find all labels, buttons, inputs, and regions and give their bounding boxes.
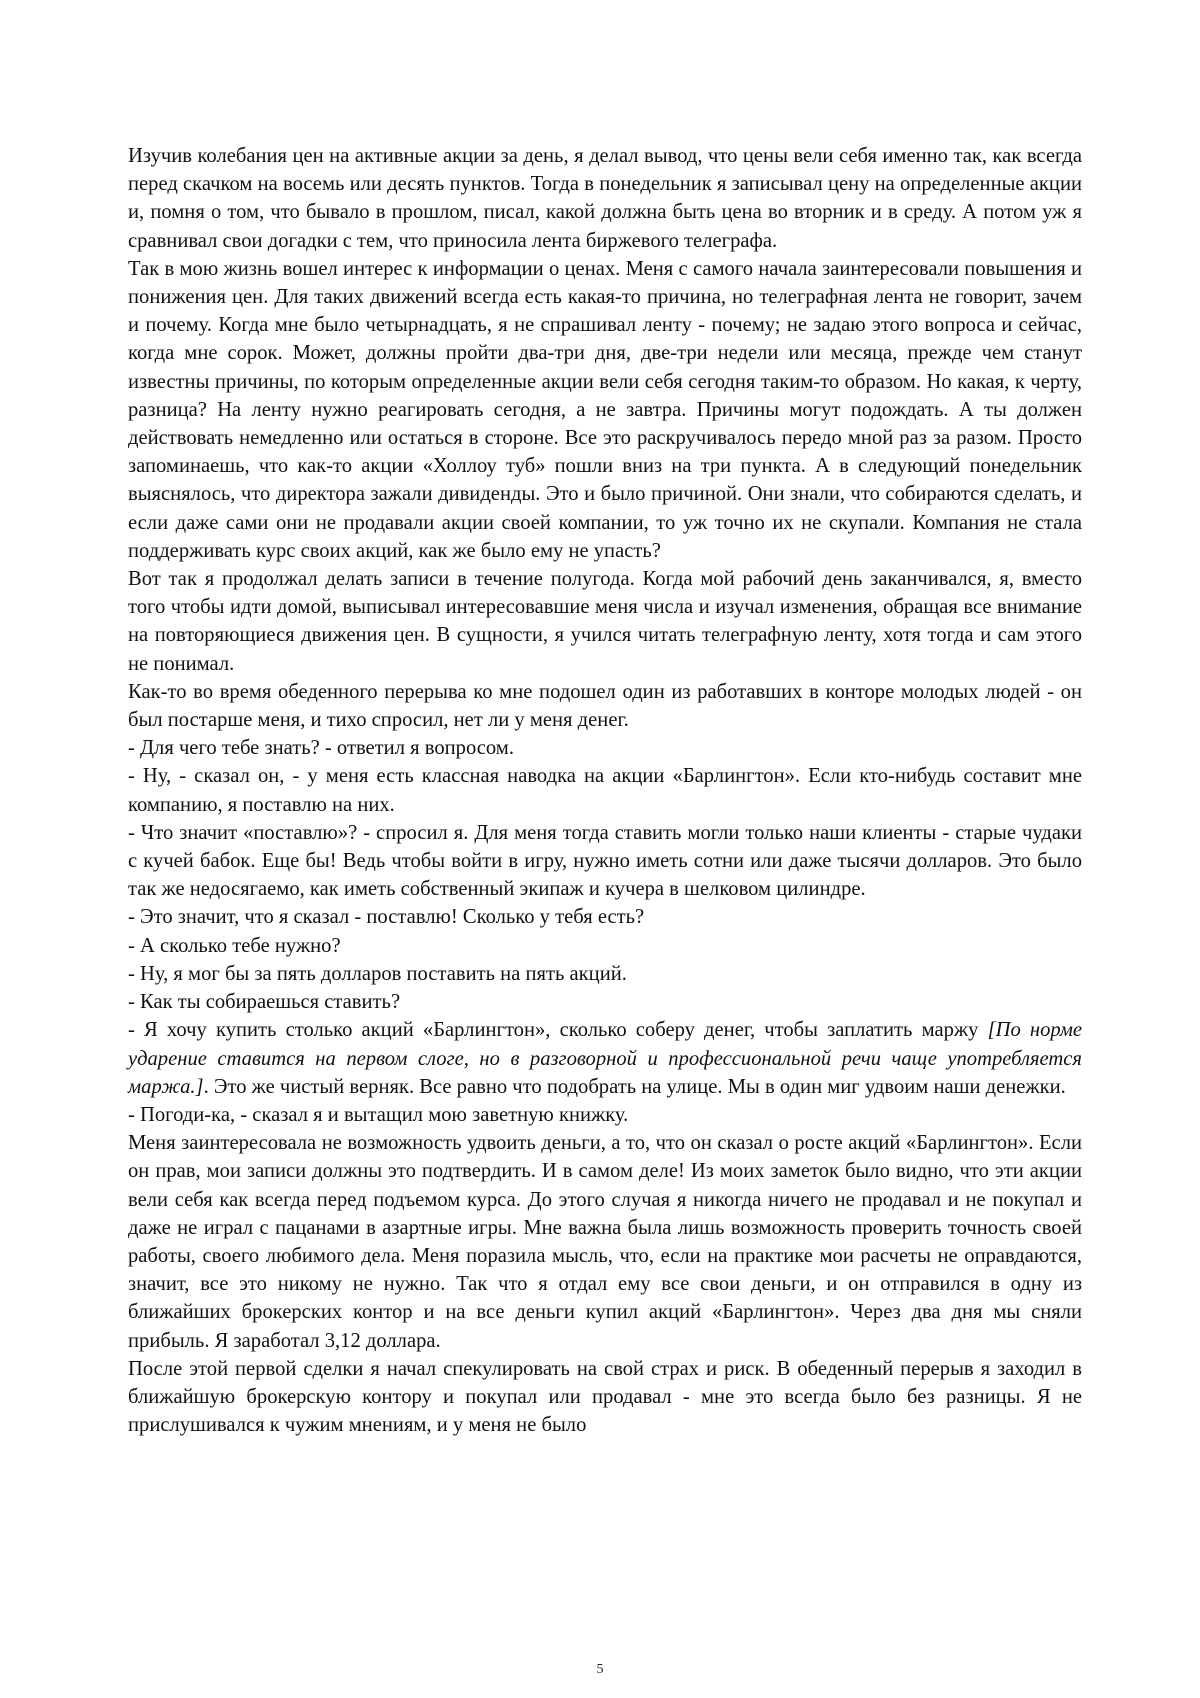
dialogue-line: - Это значит, что я сказал - поставлю! Сколько у тебя есть? <box>128 906 645 929</box>
dialogue-text: . Это же чистый верняк. Все равно что подобрать на улице. Мы в один миг удвоим наши денежки. <box>203 1075 1066 1098</box>
dialogue-line: - Как ты собираешься ставить? <box>128 991 401 1014</box>
paragraph: После этой первой сделки я начал спекулировать на свой страх и риск. В обеденный перерыв я заходил в ближайшую брокерскую контору и покупал или продавал - мне это всегда было без разницы. Я не прислушивался к чужим мнениям, и у меня не было <box>128 1357 1082 1437</box>
editor-note: [По норме ударение ставится на первом слоге, но в разговорной и профессиональной речи чаще употребляется маржа.] <box>128 1019 1082 1098</box>
paragraph: Как-то во время обеденного перерыва ко мне подошел один из работавших в конторе молодых людей - он был постарше меня, и тихо спросил, нет ли у меня денег. <box>128 680 1082 732</box>
dialogue-line: - Для чего тебе знать? - ответил я вопросом. <box>128 737 514 760</box>
dialogue-line: - Погоди-ка, - сказал я и вытащил мою заветную книжку. <box>128 1103 629 1126</box>
paragraph: Так в мою жизнь вошел интерес к информации о ценах. Меня с самого начала заинтересовали повышения и понижения цен. Для таких движений всегда есть какая-то причина, но телеграфная лента не говорит, зачем и почему. Когда мне было четырнадцать, я не спрашивал ленту - почему; не задаю этого вопроса и сейчас, когда мне сорок. Может, должны пройти два-три дня, две-три недели или месяца, прежде чем станут известны причины, по которым определенные акции вели себя сегодня таким-то образом. Но какая, к черту, разница? На ленту нужно реагировать сегодня, а не завтра. Причины могут подождать. А ты должен действовать немедленно или остаться в стороне. Все это раскручивалось передо мной раз за разом. Просто запоминаешь, что как-то акции «Холлоу туб» пошли вниз на три пункта. А в следующий понедельник выяснялось, что директора зажали дивиденды. Это и было причиной. Они знали, что собираются сделать, и если даже сами они не продавали акции своей компании, то уж точно их не скупали. Компания не стала поддерживать курс своих акций, как же было ему не упасть? <box>128 257 1082 562</box>
paragraph: Изучив колебания цен на активные акции за день, я делал вывод, что цены вели себя именно так, как всегда перед скачком на восемь или десять пунктов. Тогда в понедельник я записывал цену на определенные акции и, помня о том, что бывало в прошлом, писал, какой должна быть цена во вторник и в среду. А потом уж я сравнивал свои догадки с тем, что приносила лента биржевого телеграфа. <box>128 145 1082 252</box>
paragraph: Меня заинтересовала не возможность удвоить деньги, а то, что он сказал о росте акций «Барлингтон». Если он прав, мои записи должны это подтвердить. И в самом деле! Из моих заметок было видно, что эти акции вели себя как всегда перед подъемом курса. До этого случая я никогда ничего не продавал и не покупал и даже не играл с пацанами в азартные игры. Мне важна была лишь возможность проверить точность своей работы, своего любимого дела. Меня поразила мысль, что, если на практике мои расчеты не оправдаются, значит, все это никому не нужно. Так что я отдал ему все свои деньги, и он отправился в одну из ближайших брокерских контор и на все деньги купил акций «Барлингтон». Через два дня мы сняли прибыль. Я заработал 3,12 доллара. <box>128 1132 1082 1352</box>
dialogue-text: - Я хочу купить столько акций «Барлингтон», сколько соберу денег, чтобы заплатить маржу <box>128 1019 988 1042</box>
dialogue-line-with-note <box>128 1016 1082 1101</box>
paragraph: Вот так я продолжал делать записи в течение полугода. Когда мой рабочий день заканчивался, я, вместо того чтобы идти домой, выписывал интересовавшие меня числа и изучал изменения, обращая все внимание на повторяющиеся движения цен. В сущности, я учился читать телеграфную ленту, хотя тогда и сам этого не понимал. <box>128 568 1082 675</box>
dialogue-line: - Ну, я мог бы за пять долларов поставить на пять акций. <box>128 962 627 985</box>
dialogue-line: - Ну, - сказал он, - у меня есть классная наводка на акции «Барлингтон». Если кто-нибудь составит мне компанию, я поставлю на них. <box>128 765 1082 816</box>
page-body <box>128 142 1082 1439</box>
page-number: 5 <box>596 1662 604 1677</box>
dialogue-line: - Что значит «поставлю»? - спросил я. Для меня тогда ставить могли только наши клиенты - старые чудаки с кучей бабок. Еще бы! Ведь чтобы войти в игру, нужно иметь сотни или даже тысячи долларов. Это было так же недосягаемо, как иметь собственный экипаж и кучера в шелковом цилиндре. <box>128 821 1082 901</box>
dialogue-line: - А сколько тебе нужно? <box>128 934 341 957</box>
